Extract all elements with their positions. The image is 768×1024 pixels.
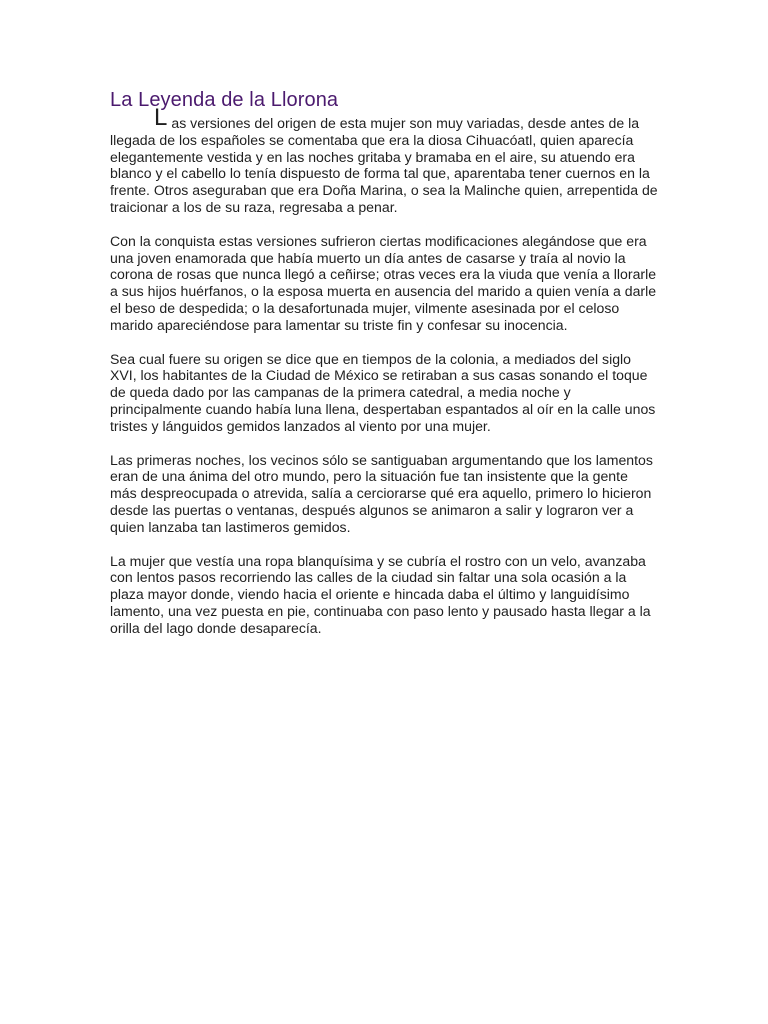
paragraph-2: Con la conquista estas versiones sufrieron ciertas modificaciones alegándose que era una joven enamorada que había muerto un día antes de casarse y traía al novio la corona de rosas que nunca llegó a ceñirse; otras veces era la viuda que venía a llorarle a sus hijos huérfanos, o la esposa muerta en ausencia del marido a quien venía a darle el beso de despedida; o la desafortunada mujer, vilmente asesinada por el celoso marido apareciéndose para lamentar su triste fin y confesar su inocencia. bbox=[110, 232, 657, 333]
paragraph-1-text: as versiones del origen de esta mujer son muy variadas, desde antes de la llegada de los españoles se comentaba que era la diosa Cihuacóatl, quien aparecía elegantemente vestida y en las noches gritaba y bramaba en el aire, su atuendo era blanco y el cabello lo tenía dispuesto de forma tal que, aparentaba tener cuernos en la frente. Otros aseguraban que era Doña Marina, o sea la Malinche quien, arrepentida de traicionar a los de su raza, regresaba a penar. bbox=[110, 115, 658, 215]
paragraph-3: Sea cual fuere su origen se dice que en tiempos de la colonia, a mediados del siglo XVI, los habitantes de la Ciudad de México se retiraban a sus casas sonando el toque de queda dado por las campanas de la primera catedral, a media noche y principalmente cuando había luna llena, despertaban espantados al oír en la calle unos tristes y lánguidos gemidos lanzados al viento por una mujer. bbox=[110, 350, 656, 434]
drop-cap-letter: L bbox=[154, 104, 168, 131]
paragraph-1 bbox=[110, 104, 658, 216]
paragraph-5: La mujer que vestía una ropa blanquísima y se cubría el rostro con un velo, avanzaba con lentos pasos recorriendo las calles de la ciudad sin faltar una sola ocasión a la plaza mayor donde, viendo hacia el oriente e hincada daba el último y languidísimo lamento, una vez puesta en pie, continuaba con paso lento y pausado hasta llegar a la orilla del lago donde desaparecía. bbox=[110, 552, 651, 636]
document-page bbox=[110, 86, 658, 654]
document-title: La Leyenda de la Llorona bbox=[110, 89, 339, 111]
paragraph-4: Las primeras noches, los vecinos sólo se santiguaban argumentando que los lamentos eran de una ánima del otro mundo, pero la situación fue tan insistente que la gente más despreocupada o atrevida, salía a cerciorarse qué era aquello, primero lo hicieron desde las puertas o ventanas, después algunos se animaron a salir y lograron ver a quien lanzaba tan lastimeros gemidos. bbox=[110, 451, 653, 535]
